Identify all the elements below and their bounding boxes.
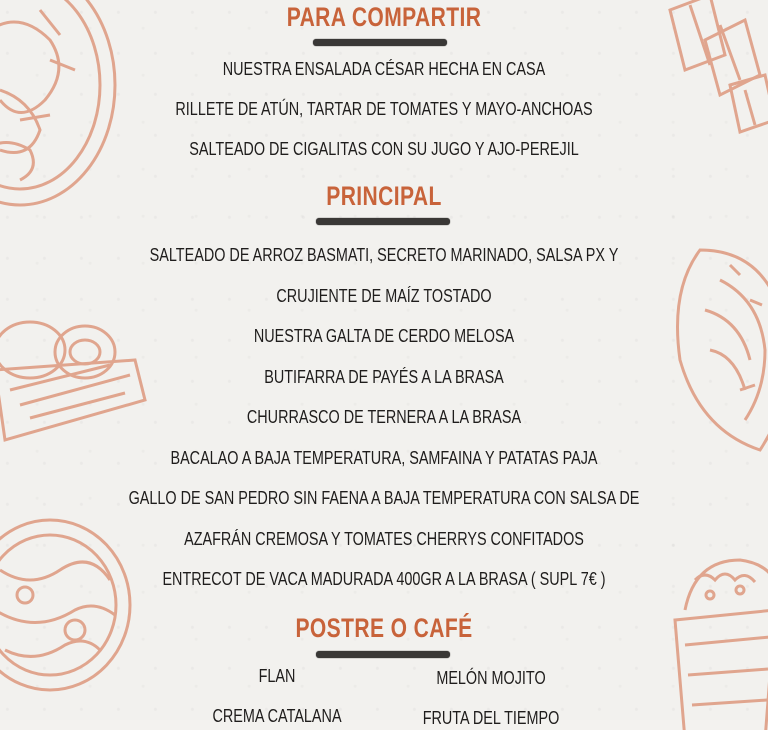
dessert-item-right: MELÓN MOJITO bbox=[436, 668, 546, 688]
menu-item: AZAFRÁN CREMOSA Y TOMATES CHERRYS CONFITADOS bbox=[184, 529, 584, 549]
dessert-item-left: FLAN bbox=[258, 666, 296, 686]
section-title-para-compartir: PARA COMPARTIR bbox=[286, 2, 482, 32]
menu-item: RILLETE DE ATÚN, TARTAR DE TOMATES Y MAYO-ANCHOAS bbox=[175, 99, 593, 119]
menu-item: GALLO DE SAN PEDRO SIN FAENA A BAJA TEMPERATURA CON SALSA DE bbox=[128, 488, 640, 508]
menu-item: NUESTRA GALTA DE CERDO MELOSA bbox=[253, 326, 515, 346]
menu-item: CRUJIENTE DE MAÍZ TOSTADO bbox=[276, 286, 492, 306]
brush-divider bbox=[316, 218, 450, 225]
brush-divider bbox=[313, 39, 447, 46]
dessert-item-right: FRUTA DEL TIEMPO bbox=[422, 708, 560, 728]
section-title-principal: PRINCIPAL bbox=[326, 181, 442, 211]
menu-item: SALTEADO DE ARROZ BASMATI, SECRETO MARINADO, SALSA PX Y bbox=[149, 245, 619, 265]
menu-item: BUTIFARRA DE PAYÉS A LA BRASA bbox=[264, 367, 504, 387]
menu-item: BACALAO A BAJA TEMPERATURA, SAMFAINA Y PATATAS PAJA bbox=[170, 448, 598, 468]
menu-item: SALTEADO DE CIGALITAS CON SU JUGO Y AJO-PEREJIL bbox=[189, 139, 579, 159]
menu-item: CHURRASCO DE TERNERA A LA BRASA bbox=[246, 407, 522, 427]
menu-item: ENTRECOT DE VACA MADURADA 400GR A LA BRASA ( SUPL 7€ ) bbox=[162, 569, 606, 589]
section-title-postre-o-cafe: POSTRE O CAFÉ bbox=[295, 613, 473, 643]
menu-item: NUESTRA ENSALADA CÉSAR HECHA EN CASA bbox=[222, 59, 546, 79]
dessert-item-left: CREMA CATALANA bbox=[212, 706, 342, 726]
brush-divider bbox=[316, 651, 450, 658]
